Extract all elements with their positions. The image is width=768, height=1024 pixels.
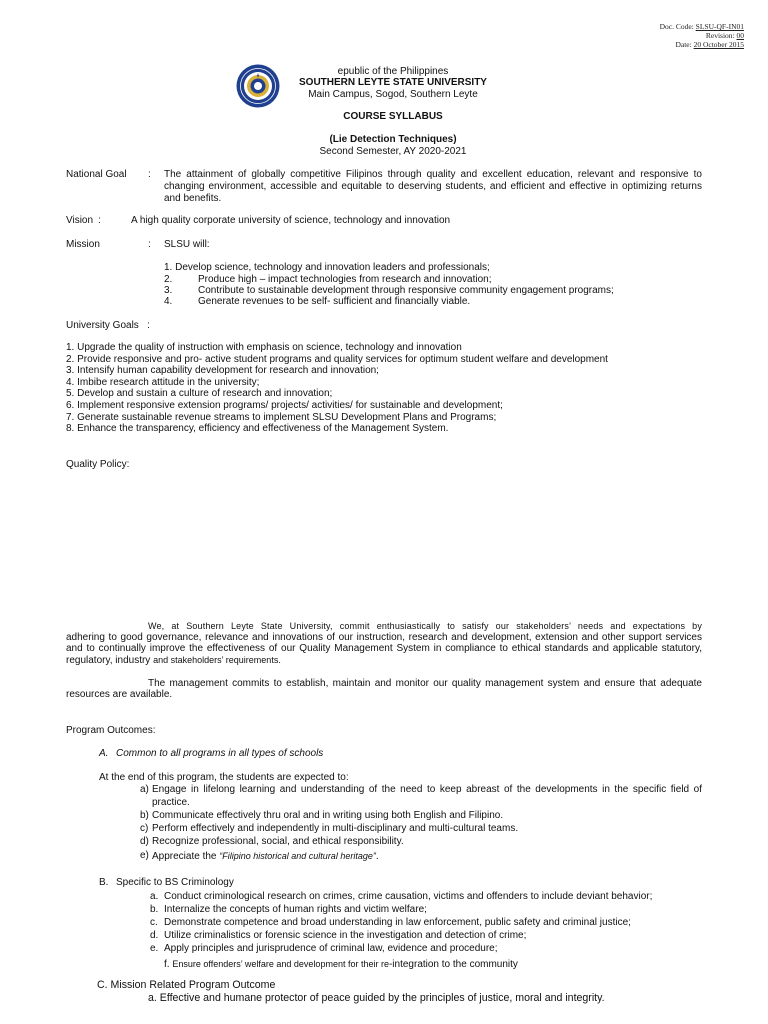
criminology-outcome-letter: d.	[150, 930, 159, 941]
outcome-letter: c)	[140, 823, 149, 834]
criminology-outcome-letter: c.	[150, 917, 158, 928]
university-goals-label: University Goals	[66, 320, 139, 331]
outcome-letter: e)	[140, 850, 149, 861]
vision-label: Vision	[66, 215, 94, 226]
date-value: 20 October 2015	[693, 40, 744, 49]
doc-code-line	[660, 22, 744, 31]
university-goals-heading	[66, 320, 150, 332]
section-a-letter: A.	[99, 748, 109, 759]
outcome-text: practice.	[152, 797, 190, 808]
mission-outcome-item: a. Effective and humane protector of peace guided by the principles of justice, moral and integrity.	[148, 992, 605, 1004]
date-label: Date:	[675, 40, 694, 49]
list-item: 8. Enhance the transparency, efficiency and effectiveness of the Management System.	[66, 423, 449, 435]
doc-code-value: SLSU-QF-IN01	[695, 22, 744, 31]
outcome-letter: a)	[140, 784, 149, 795]
outcome-text-emphasis: “Filipino historical and cultural heritage”	[219, 851, 376, 861]
mission-item-num: 1.	[164, 262, 173, 273]
list-item: 7. Generate sustainable revenue streams to implement SLSU Development Plans and Programs;	[66, 411, 497, 423]
quality-policy-label: Quality Policy:	[66, 459, 130, 470]
program-outcomes-label: Program Outcomes:	[66, 725, 156, 736]
revision-line	[660, 31, 744, 40]
criminology-outcome-text: Ensure offenders’ welfare and development for their re	[172, 959, 389, 969]
list-item: 5. Develop and sustain a culture of research and innovation;	[66, 388, 333, 400]
section-a-title: Common to all programs in all types of schools	[116, 748, 324, 759]
mission-label: Mission	[66, 239, 100, 250]
mission-item-text: Produce high – impact technologies from research and innovation;	[198, 274, 492, 285]
outcome-text: Communicate effectively thru oral and in writing using both English and Filipino.	[152, 810, 504, 821]
outcome-text: Perform effectively and independently in multi-disciplinary and multi-cultural teams.	[152, 823, 519, 834]
mission-intro: SLSU will:	[164, 239, 210, 250]
criminology-outcome-text: -integration to the community	[388, 959, 518, 970]
list-item: 2. Provide responsive and pro- active student programs and quality services for optimum student welfare and development	[66, 353, 608, 365]
vision-sep: :	[98, 215, 101, 226]
quality-policy-line: and to continually improve the effectiveness of our Quality Management System in compliance to ethical standards and applicable statutory,	[66, 643, 702, 654]
outcome-text	[152, 850, 379, 863]
mission-item-num: 4.	[164, 296, 173, 307]
outcome-text-lead: Appreciate the	[152, 851, 220, 862]
quality-policy-text: and stakeholders’ requirements.	[153, 655, 281, 665]
campus-line: Main Campus, Sogod, Southern Leyte	[308, 89, 478, 100]
criminology-outcome-letter: e.	[150, 943, 159, 954]
vision-text: A high quality corporate university of science, technology and innovation	[131, 215, 451, 226]
university-goals-sep: :	[147, 320, 150, 331]
university-name: SOUTHERN LEYTE STATE UNIVERSITY	[299, 77, 487, 88]
revision-value: 00	[736, 31, 744, 40]
list-item: 4. Imbibe research attitude in the university;	[66, 376, 260, 388]
course-title: (Lie Detection Techniques)	[329, 134, 457, 145]
quality-policy-text: regulatory, industry	[66, 655, 154, 666]
mission-item-num: 3.	[164, 285, 173, 296]
outcome-text: Recognize professional, social, and ethical responsibility.	[152, 836, 404, 847]
doc-code-label: Doc. Code:	[659, 22, 696, 31]
outcome-text-tail: .	[375, 851, 379, 862]
list-item: 1. Upgrade the quality of instruction with emphasis on science, technology and innovation	[66, 342, 462, 353]
management-commitment-line: resources are available.	[66, 689, 173, 700]
criminology-outcome-text: Internalize the concepts of human rights and victim welfare;	[164, 904, 427, 915]
republic-line: epublic of the Philippines	[337, 66, 449, 77]
mission-item	[164, 262, 490, 274]
criminology-outcome-letter: b.	[150, 904, 159, 915]
criminology-outcome-letter: a.	[150, 891, 159, 902]
criminology-outcome-letter: f.	[164, 959, 170, 970]
criminology-outcome-text: Apply principles and jurisprudence of criminal law, evidence and procedure;	[164, 943, 498, 954]
revision-label: Revision:	[705, 31, 737, 40]
section-b-title: Specific to BS Criminology	[116, 877, 234, 888]
mission-item-num: 2.	[164, 274, 173, 285]
criminology-outcome-text: Utilize criminalistics or forensic science in the investigation and detection of crime;	[164, 930, 527, 941]
criminology-outcome-text: Conduct criminological research on crimes, crime causation, victims and offenders to include deviant behavior;	[164, 891, 653, 902]
mission-item-text: Develop science, technology and innovation leaders and professionals;	[175, 262, 490, 273]
mission-sep: :	[148, 239, 151, 250]
national-goal-sep: :	[148, 169, 151, 180]
management-commitment-line: The management commits to establish, maintain and monitor our quality management system and ensure that adequate	[148, 678, 702, 689]
quality-policy-line: adhering to good governance, relevance and innovations of our instruction, research and development, extension and other support services	[66, 632, 702, 643]
semester-line: Second Semester, AY 2020-2021	[319, 146, 467, 157]
outcome-letter: b)	[140, 810, 149, 821]
list-item: 6. Implement responsive extension programs/ projects/ activities/ for sustainable and development;	[66, 399, 503, 411]
date-line	[660, 40, 744, 49]
list-item: 3. Intensify human capability development for research and innovation;	[66, 365, 379, 377]
document-code-block	[660, 22, 744, 49]
outcome-letter: d)	[140, 836, 149, 847]
section-b-letter: B.	[99, 877, 109, 888]
university-goals-list	[66, 342, 608, 435]
criminology-outcome-text: Demonstrate competence and broad understanding in law enforcement, public safety and criminal justice;	[164, 917, 631, 928]
quality-policy-line	[66, 654, 281, 667]
national-goal-label: National Goal	[66, 169, 127, 180]
outcome-text: Engage in lifelong learning and understanding of the need to keep abreast of the developments in the specific field of	[152, 784, 702, 795]
quality-policy-line: We, at Southern Leyte State University, commit enthusiastically to satisfy our stakeholders’ needs and expectations by	[148, 621, 702, 631]
criminology-outcome-f	[164, 958, 518, 971]
section-c-title: C. Mission Related Program Outcome	[97, 979, 276, 991]
page-title: COURSE SYLLABUS	[343, 111, 443, 122]
national-goal-text: The attainment of globally competitive Filipinos through quality and excellent education, relevant and responsive to changing environment, accessible and equitable to deserving students, and efficient and effective in optimizing returns and benefits.	[164, 169, 702, 204]
outcomes-intro: At the end of this program, the students are expected to:	[99, 772, 349, 783]
mission-item-text: Generate revenues to be self- sufficient and financially viable.	[198, 296, 471, 307]
mission-item-text: Contribute to sustainable development through responsive community engagement programs;	[198, 285, 614, 296]
